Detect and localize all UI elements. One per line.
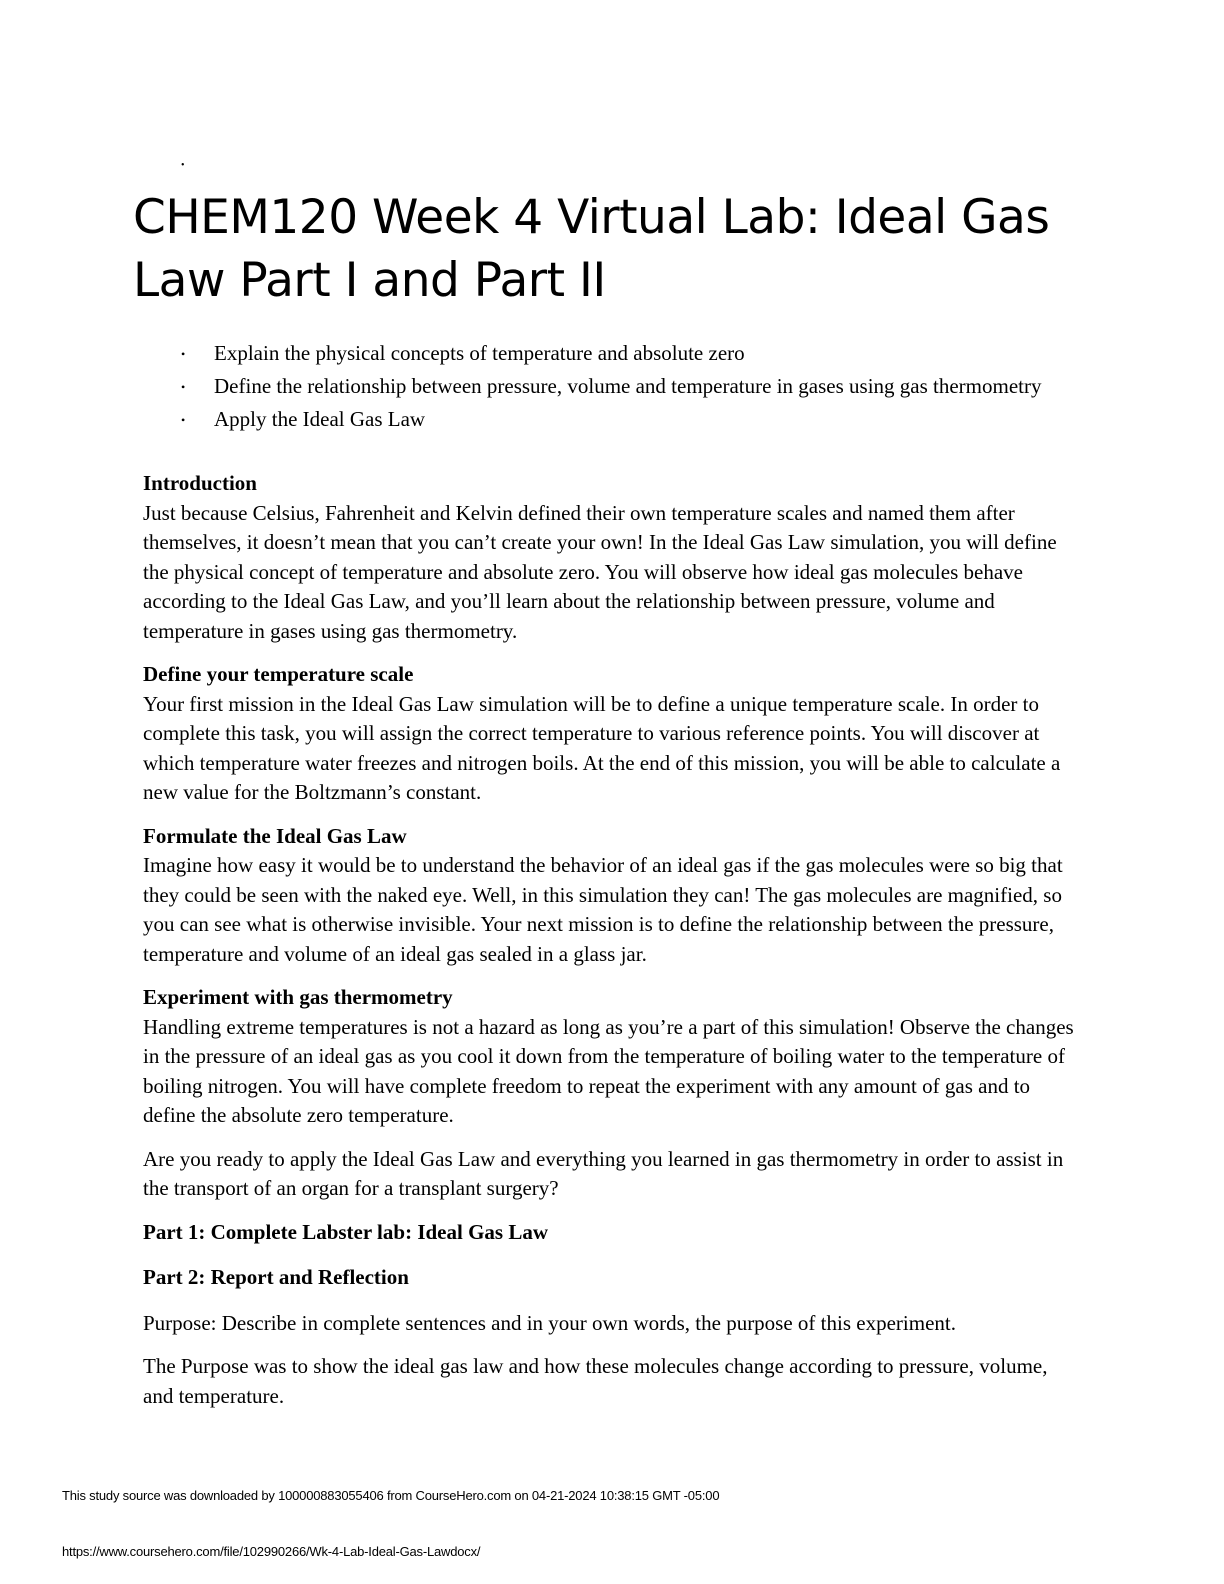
section-heading: Define your temperature scale	[143, 662, 414, 686]
document-body	[143, 469, 1083, 1425]
section-gas-thermometry	[143, 983, 1083, 1131]
part2-heading: Part 2: Report and Reflection	[143, 1265, 409, 1289]
bullet-icon: •	[181, 413, 186, 427]
objective-item	[181, 341, 1061, 365]
section-introduction	[143, 469, 1083, 646]
objective-item	[181, 374, 1061, 398]
section-heading: Introduction	[143, 471, 257, 495]
source-url[interactable]: https://www.coursehero.com/file/102990266/Wk-4-Lab-Ideal-Gas-Lawdocx/	[62, 1544, 481, 1559]
objective-text: Explain the physical concepts of temperature and absolute zero	[214, 341, 745, 365]
objective-text: Define the relationship between pressure, volume and temperature in gases using gas thermometry	[214, 374, 1042, 398]
part1-heading: Part 1: Complete Labster lab: Ideal Gas Law	[143, 1219, 548, 1244]
section-heading: Experiment with gas thermometry	[143, 985, 453, 1009]
purpose-answer: The Purpose was to show the ideal gas law and how these molecules change according to pressure, volume, and temperature.	[143, 1354, 1048, 1408]
purpose-prompt: Purpose: Describe in complete sentences and in your own words, the purpose of this experiment.	[143, 1310, 956, 1335]
objectives-list	[181, 341, 1061, 440]
section-formulate-ideal-gas-law	[143, 822, 1083, 970]
objective-item	[181, 407, 1061, 431]
section-body: Handling extreme temperatures is not a hazard as long as you’re a part of this simulation! Observe the changes in the pressure of an ideal gas as you cool it down from the temperature of boiling water to the temperature of boiling nitrogen. You will have complete freedom to repeat the experiment with any amount of gas and to define the absolute zero temperature.	[143, 1014, 1074, 1127]
question-paragraph: Are you ready to apply the Ideal Gas Law and everything you learned in gas thermometry in order to assist in the transport of an organ for a transplant surgery?	[143, 1146, 1064, 1200]
section-body: Imagine how easy it would be to understand the behavior of an ideal gas if the gas molecules were so big that they could be seen with the naked eye. Well, in this simulation they can! The gas molecules are magnified, so you can see what is otherwise invisible. Your next mission is to define the relationship between the pressure, temperature and volume of an ideal gas sealed in a glass jar.	[143, 853, 1063, 966]
page-title: CHEM120 Week 4 Virtual Lab: Ideal Gas Law Part I and Part II	[133, 190, 1050, 308]
section-body: Just because Celsius, Fahrenheit and Kelvin defined their own temperature scales and named them after themselves, it doesn’t mean that you can’t create your own! In the Ideal Gas Law simulation, you will define the physical concept of temperature and absolute zero. You will observe how ideal gas molecules behave according to the Ideal Gas Law, and you’ll learn about the relationship between pressure, volume and temperature in gases using gas thermometry.	[143, 500, 1057, 643]
top-mark: •	[181, 160, 185, 171]
section-define-temperature-scale	[143, 660, 1083, 808]
bullet-icon: •	[181, 380, 186, 394]
bullet-icon: •	[181, 347, 186, 361]
section-heading: Formulate the Ideal Gas Law	[143, 823, 407, 848]
objective-text: Apply the Ideal Gas Law	[214, 407, 426, 431]
section-body: Your first mission in the Ideal Gas Law simulation will be to define a unique temperature scale. In order to complete this task, you will assign the correct temperature to various reference points. You will discover at which temperature water freezes and nitrogen boils. At the end of this mission, you will be able to calculate a new value for the Boltzmann’s constant.	[143, 691, 1061, 804]
download-notice: This study source was downloaded by 100000883055406 from CourseHero.com on 04-21-2024 10:38:15 GMT -05:00	[62, 1488, 720, 1503]
